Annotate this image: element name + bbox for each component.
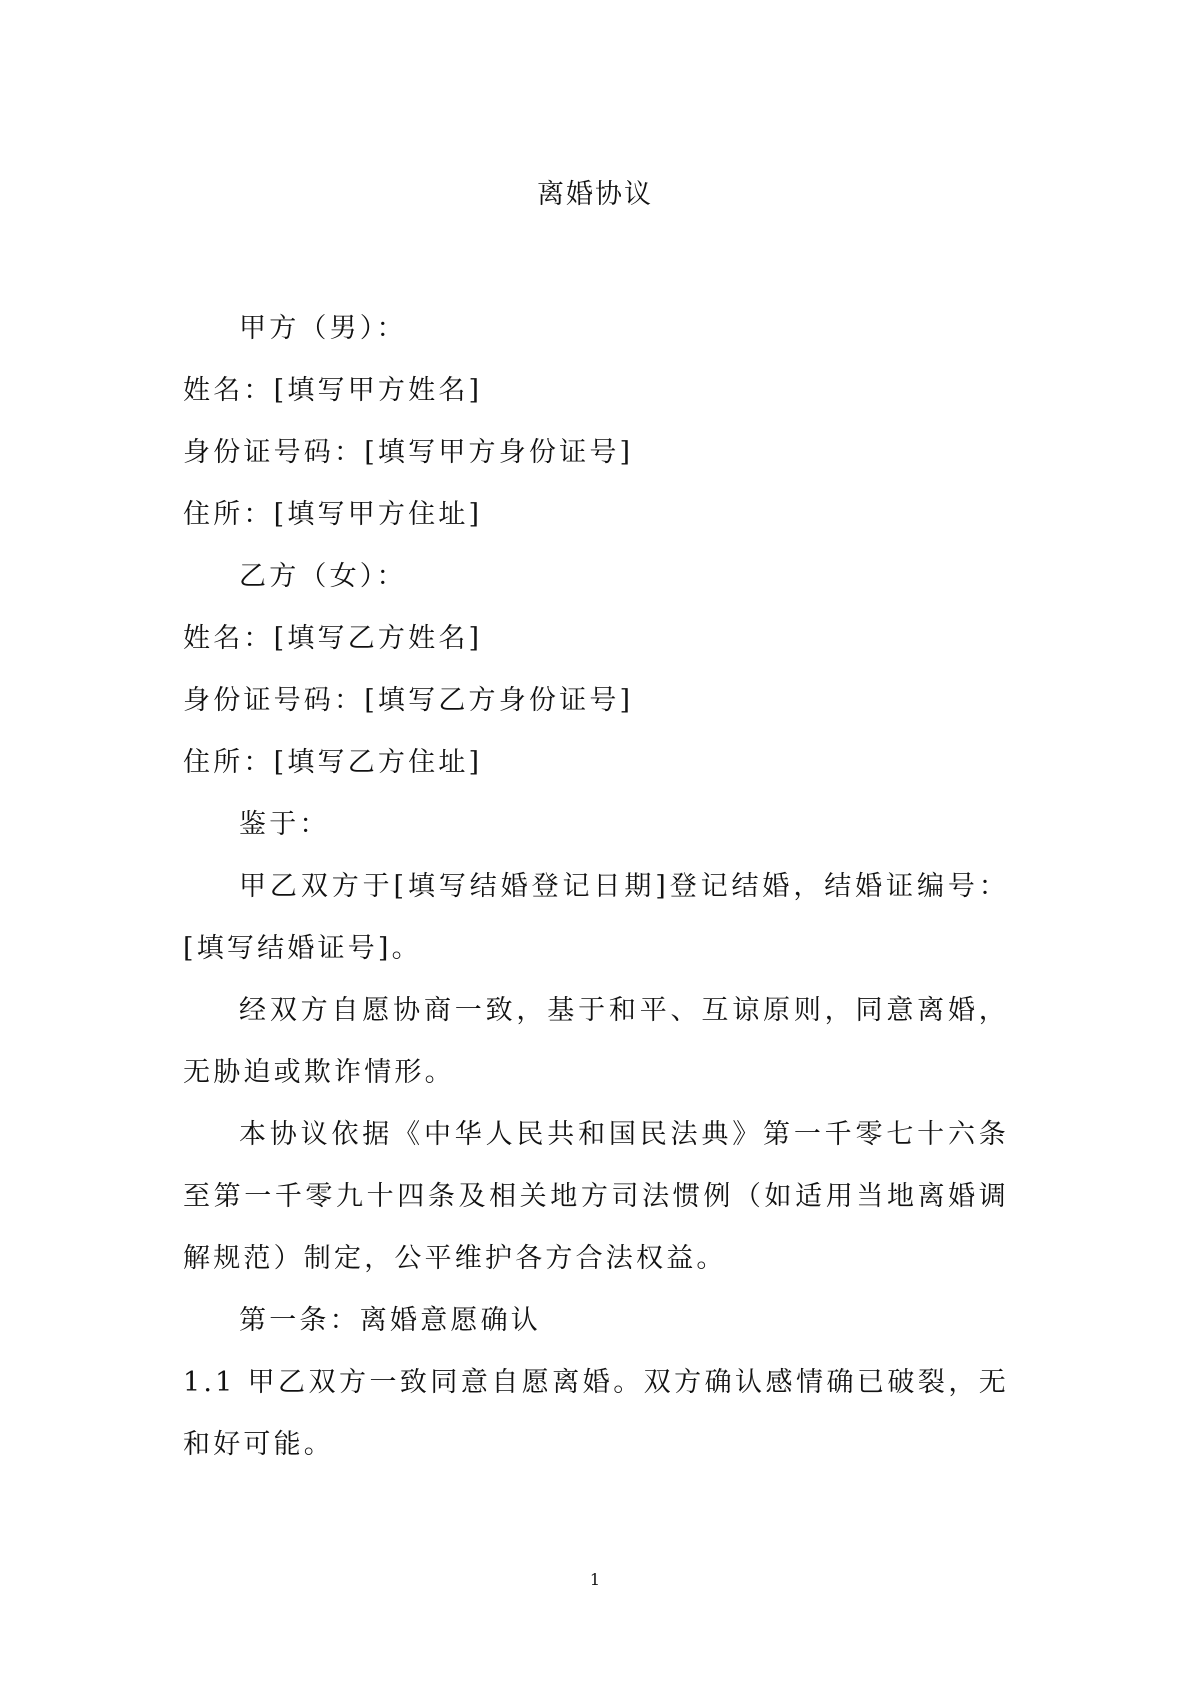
party-b-address: 住所：[填写乙方住址] [183,747,483,778]
document-body [183,298,1009,1476]
marriage-registration-paragraph: 甲乙双方于[填写结婚登记日期]登记结婚，结婚证编号：[填写结婚证号]。 [183,871,1009,964]
party-a-name: 姓名：[填写甲方姓名] [183,375,483,406]
party-b-name: 姓名：[填写乙方姓名] [183,623,483,654]
party-a-address: 住所：[填写甲方住址] [183,499,483,530]
party-b-heading: 乙方（女）： [239,561,407,592]
party-a-id-number: 身份证号码：[填写甲方身份证号] [183,437,634,468]
whereas-heading: 鉴于： [239,809,330,840]
voluntary-agreement-paragraph: 经双方自愿协商一致，基于和平、互谅原则，同意离婚，无胁迫或欺诈情形。 [183,995,1009,1088]
legal-basis-paragraph: 本协议依据《中华人民共和国民法典》第一千零七十六条至第一千零九十四条及相关地方司法惯例（如适用当地离婚调解规范）制定，公平维护各方合法权益。 [183,1119,1009,1274]
document-title: 离婚协议 [537,179,653,210]
page-number: 1 [589,1570,601,1589]
clause-1-1: 1.1 甲乙双方一致同意自愿离婚。双方确认感情确已破裂，无和好可能。 [183,1367,1009,1460]
article-one-heading: 第一条：离婚意愿确认 [239,1305,541,1336]
party-a-heading: 甲方（男）： [239,313,407,344]
party-b-id-number: 身份证号码：[填写乙方身份证号] [183,685,634,716]
